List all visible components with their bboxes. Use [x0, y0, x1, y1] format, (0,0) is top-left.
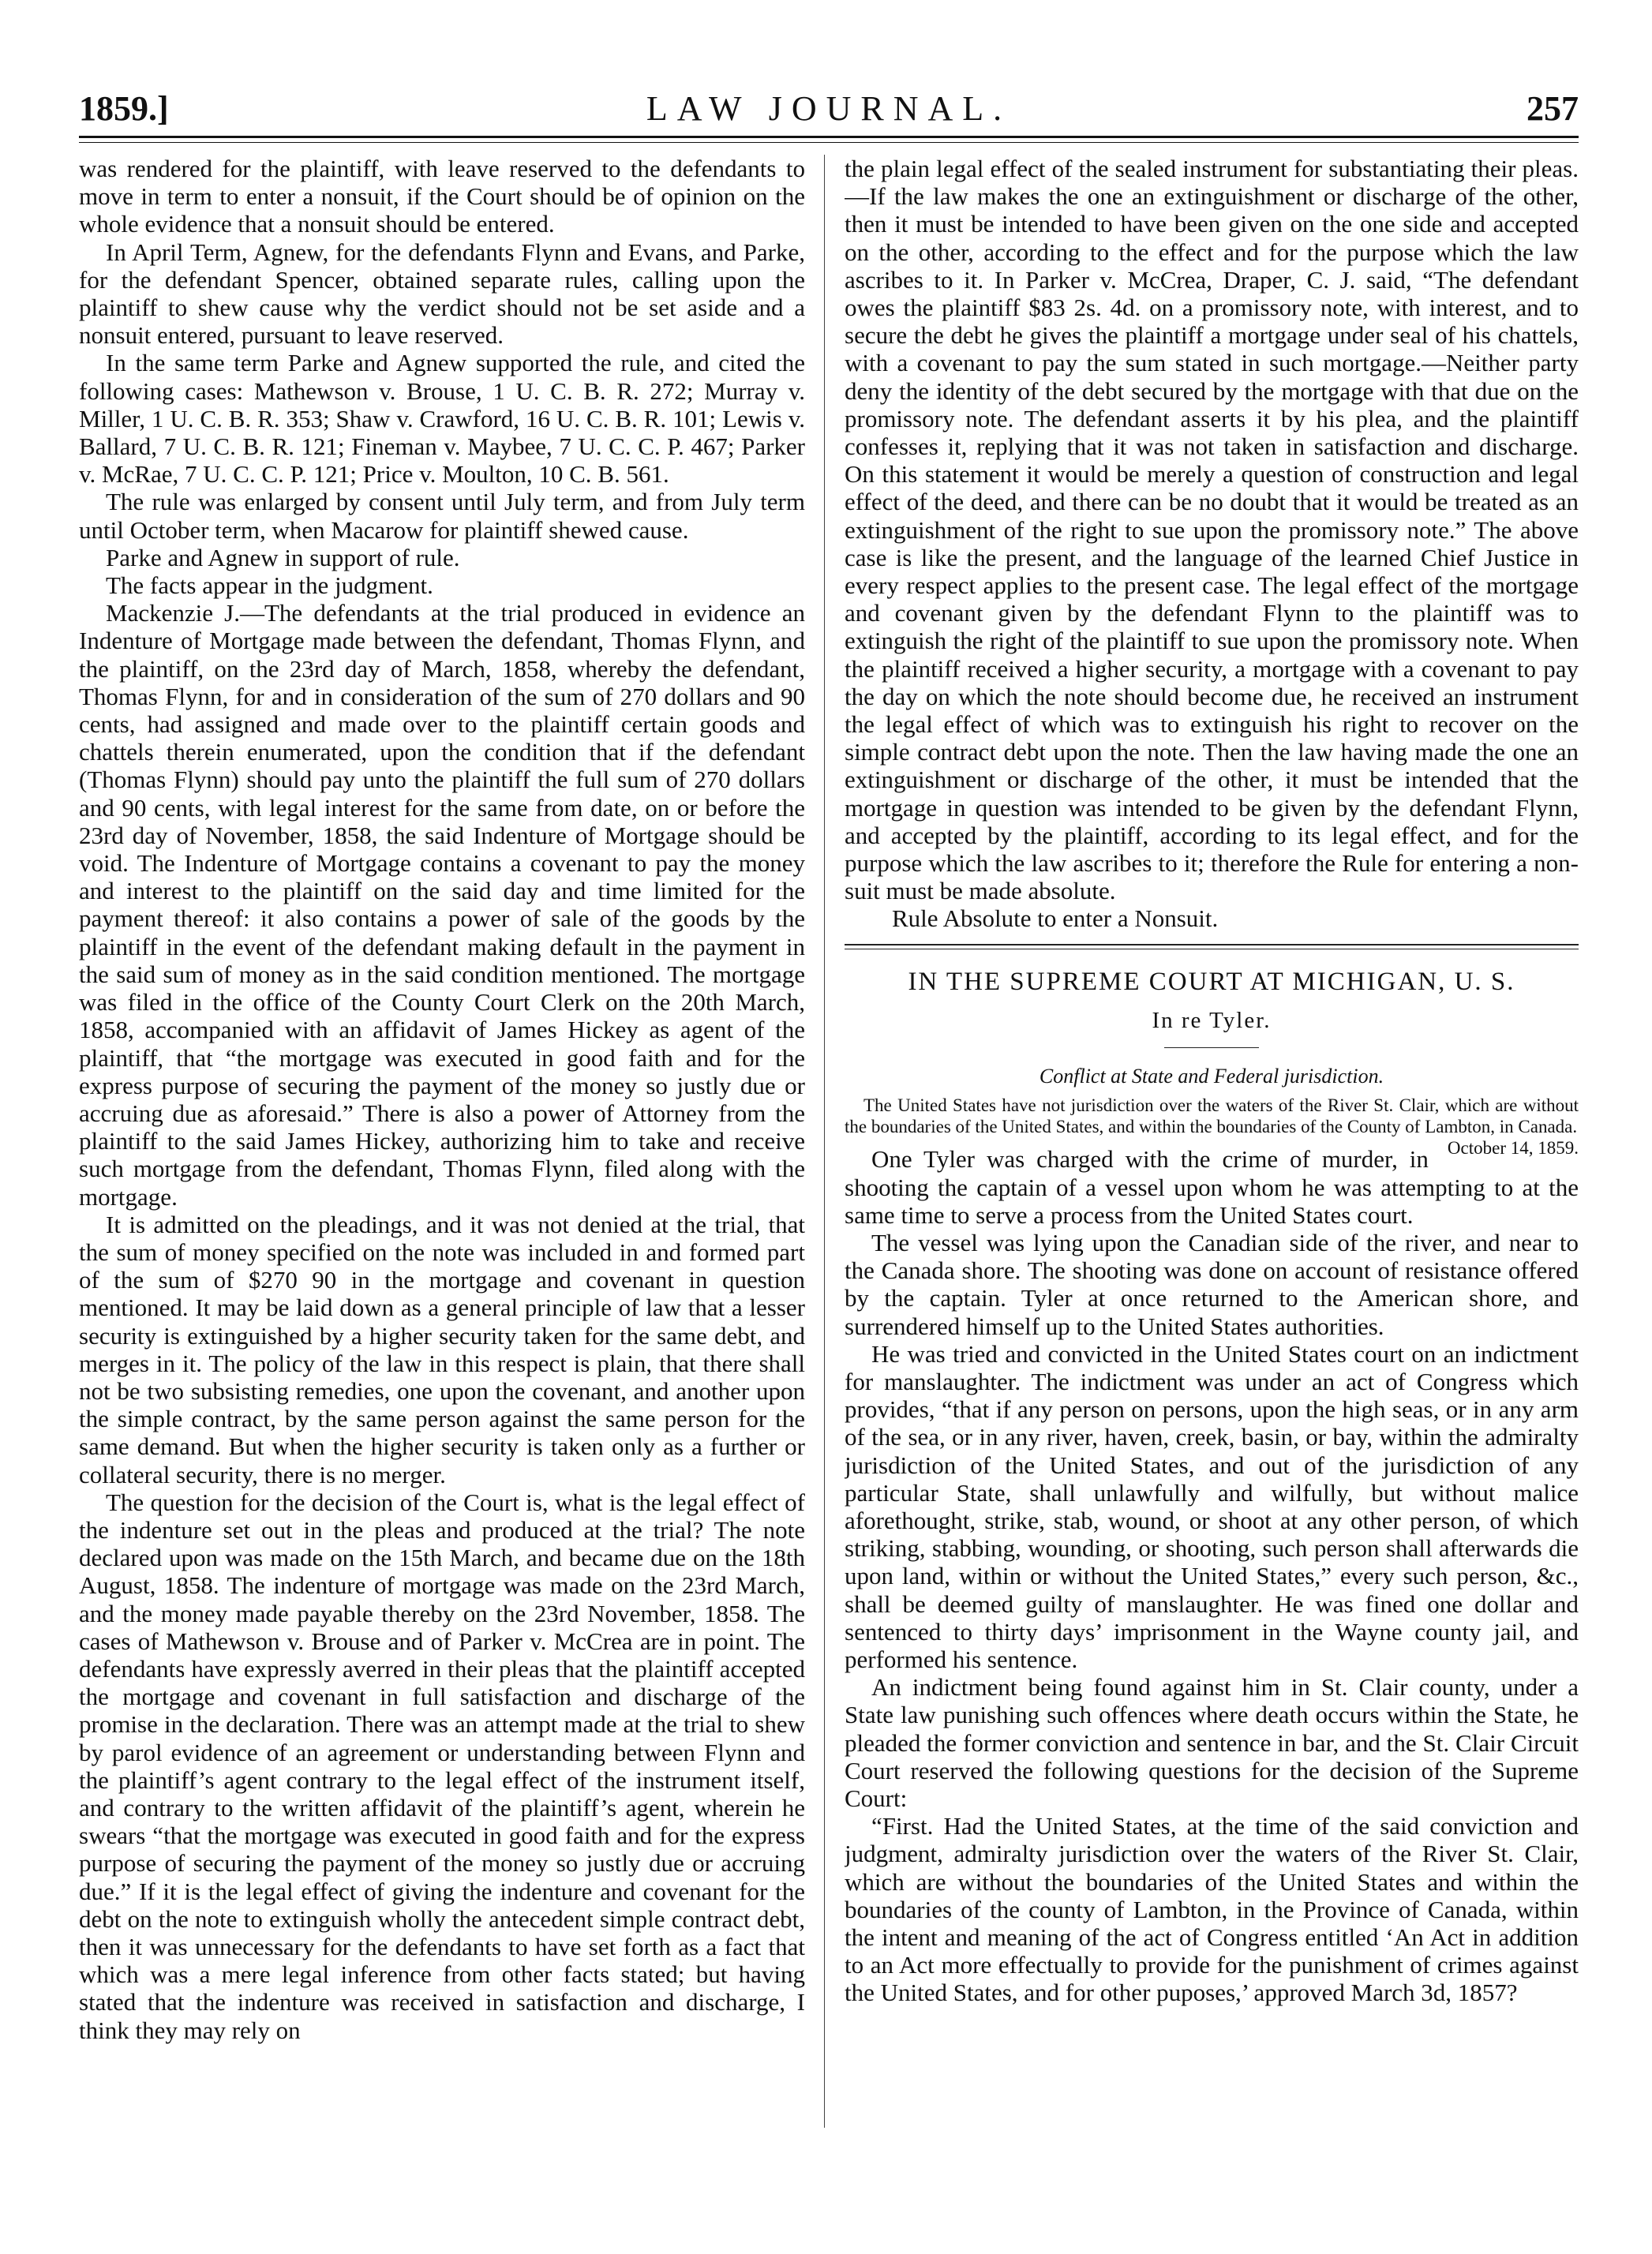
body-paragraph: The rule was enlarged by consent until July term, and from July term until October term, when Macarow for plaintiff shewed cause. [79, 488, 805, 544]
case-paragraph: One Tyler was charged with the crime of murder, in shooting the captain of a vessel upon whom he was attempting to at the same time to serve a process from the United States court. [845, 1145, 1579, 1229]
body-paragraph: was rendered for the plaintiff, with leave reserved to the defendants to move in term to enter a nonsuit, if the Court should be of opinion on the whole evidence that a nonsuit should be entered. [79, 155, 805, 238]
left-column [79, 155, 805, 2128]
headnote-text: The United States have not jurisdiction over the waters of the River St. Clair, which are without the boundaries of the United States, and within the boundaries of the County of Lambton, in Canada. [845, 1095, 1579, 1137]
headnote-date: October 14, 1859. [1447, 1138, 1579, 1159]
header-rule-thin [79, 142, 1579, 143]
body-paragraph: Parke and Agnew in support of rule. [106, 543, 460, 571]
headnote-title: Conflict at State and Federal jurisdiction. [1039, 1065, 1384, 1088]
short-rule [1164, 1047, 1259, 1048]
judgment-paragraph: the plain legal effect of the sealed instrument for substantiating their pleas.—If the law makes the one an extinguishment or discharge of the other, then it must be intended to have been given on the one side and accepted on the other, according to the effect and for the purpose which the law ascribes to it. In Parker v. McCrea, Draper, C. J. said, “The defendant owes the plaintiff $83 2s. 4d. on a promissory note, with interest, and to secure the debt he gives the plaintiff a mortgage under seal of his chattels, with a covenant to pay the sum stated in such mortgage.—Neither party deny the identity of the debt secured by the mortgage with that due on the promissory note. The defendant asserts it by his plea, and the plaintiff confesses it, replying that it was not taken in satisfaction and discharge. On this statement it would be merely a question of construction and legal effect of the deed, and there can be no doubt that it would be treated as an extinguishment of the right to sue upon the promissory note.” The above case is like the present, and the language of the learned Chief Justice in every respect applies to the present case. The legal effect of the mortgage and covenant given by the defendant Flynn to the plaintiff was to extinguish the right of the plaintiff to sue upon the promissory note. When the plaintiff received a higher security, a mortgage with a covenant to pay the day on which the note should become due, he received an instrument the legal effect of which was to extinguish his right to recover on the simple contract debt upon the note. Then the law having made the one an extinguishment or discharge of the other, it must be intended that the mortgage in question was intended to be given by the defendant Flynn, and accepted by the plaintiff, according to its legal effect, and for the purpose which the law ascribes to it; therefore the Rule for entering a non-suit must be made absolute. [845, 155, 1579, 905]
body-paragraph: The facts appear in the judgment. [106, 571, 433, 600]
case-separator [845, 944, 1579, 945]
judgment-paragraph: It is admitted on the pleadings, and it was not denied at the trial, that the sum of money specified on the note was included in and formed part of the sum of $270 90 in the mortgage and covenant in question mentioned. It may be laid down as a general principle of law that a lesser security is extinguished by a higher security taken for the same debt, and merges in it. The policy of the law in this respect is plain, that there shall not be two subsisting remedies, one upon the covenant, and another upon the simple contract, by the same person against the same person for the same demand. But when the higher security is taken only as a further or collateral security, there is no merger. [79, 1210, 805, 1488]
judgment-paragraph: The question for the decision of the Court is, what is the legal effect of the indenture set out in the pleas and produced at the trial? The note declared upon was made on the 15th March, and became due on the 18th August, 1858. The indenture of mortgage was made on the 23rd March, and the money made payable thereby on the 23rd November, 1858. The cases of Mathewson v. Brouse and of Parker v. McCrea are in point. The defendants have expressly averred in their pleas that the plaintiff accepted the mortgage and covenant in full satisfaction and discharge of the promise in the declaration. There was an attempt made at the trial to shew by parol evidence of an agreement or understanding between Flynn and the plaintiff’s agent contrary to the legal effect of the instrument itself, and contrary to the written affidavit of the plaintiff’s agent, wherein he swears “that the mortgage was executed in good faith and for the express purpose of securing the payment of the money so justly due or accruing due.” If it is the legal effect of giving the indenture and covenant for the debt on the note to extinguish wholly the antecedent simple contract debt, then it was unnecessary for the defendants to have set forth as a fact that which was a mere legal inference from other facts stated; but having stated that the indenture was received in satisfaction and discharge, I think they may rely on [79, 1488, 805, 2044]
header-year: 1859.] [79, 89, 169, 128]
body-paragraph: In April Term, Agnew, for the defendants Flynn and Evans, and Parke, for the defendant Spencer, obtained separate rules, calling upon the plaintiff to shew cause why the verdict should not be set aside and a nonsuit entered, pursuant to leave reserved. [79, 238, 805, 350]
case-name: In re Tyler. [1152, 1007, 1272, 1033]
headnote [845, 1095, 1579, 1159]
journal-title: LAW JOURNAL. [646, 89, 1012, 128]
case-paragraph: An indictment being found against him in St. Clair county, under a State law punishing such offences where death occurs within the State, he pleaded the former conviction and sentence in bar, and the St. Clair Circuit Court reserved the following questions for the decision of the Supreme Court: [845, 1673, 1579, 1812]
page-number: 257 [1527, 89, 1579, 128]
running-head [79, 88, 1579, 136]
judgment-paragraph: Mackenzie J.—The defendants at the trial produced in evidence an Indenture of Mortgage made between the defendant, Thomas Flynn, and the plaintiff, on the 23rd day of March, 1858, whereby the defendant, Thomas Flynn, for and in consideration of the sum of 270 dollars and 90 cents, had assigned and made over to the plaintiff certain goods and chattels therein enumerated, upon the condition that if the defendant (Thomas Flynn) should pay unto the plaintiff the full sum of 270 dollars and 90 cents, with legal interest for the same from date, on or before the 23rd day of November, 1858, the said Indenture of Mortgage should be void. The Indenture of Mortgage contains a covenant to pay the money and interest to the plaintiff on the said day and time limited for the payment thereof: it also contains a power of sale of the goods by the plaintiff in the event of the defendant making default in the payment in the said sum of money as in the said condition mentioned. The mortgage was filed in the office of the County Court Clerk on the 20th March, 1858, accompanied with an affidavit of James Hickey as agent of the plaintiff, that “the mortgage was executed in good faith and for the express purpose of securing the payment of the money so justly due or accruing due as aforesaid.” There is also a power of Attorney from the plaintiff to the said James Hickey, authorizing him to take and receive such mortgage from the defendant, Thomas Flynn, filed along with the mortgage. [79, 599, 805, 1211]
right-column [845, 155, 1579, 2128]
column-divider [824, 155, 825, 2128]
court-heading: IN THE SUPREME COURT AT MICHIGAN, U. S. [908, 967, 1515, 996]
body-paragraph: In the same term Parke and Agnew supported the rule, and cited the following cases: Mathewson v. Brouse, 1 U. C. B. R. 272; Murray v. Miller, 1 U. C. B. R. 353; Shaw v. Crawford, 16 U. C. B. R. 101; Lewis v. Ballard, 7 U. C. B. R. 121; Fineman v. Maybee, 7 U. C. C. P. 467; Parker v. McRae, 7 U. C. C. P. 121; Price v. Moulton, 10 C. B. 561. [79, 349, 805, 489]
case-paragraph: The vessel was lying upon the Canadian side of the river, and near to the Canada shore. The shooting was done on account of resistance offered by the captain. Tyler at once returned to the American shore, and surrendered himself up to the United States authorities. [845, 1228, 1579, 1340]
case-paragraph: He was tried and convicted in the United States court on an indictment for manslaughter. The indictment was under an act of Congress which provides, “that if any person on persons, upon the high seas, or in any arm of the sea, or in any river, haven, creek, basin, or bay, within the admiralty jurisdiction of the United States, and out of the jurisdiction of any particular State, shall unlawfully and wilfully, but without malice aforethought, strike, stab, wound, or shoot at any other person, of which striking, stabbing, wounding, or shooting, such person shall afterwards die upon land, within or without the United States,” every such person, &c., shall be deemed guilty of manslaughter. He was fined one dollar and sentenced to thirty days’ imprisonment in the Wayne county jail, and performed his sentence. [845, 1339, 1579, 1673]
header-rule [79, 136, 1579, 138]
case-paragraph: “First. Had the United States, at the time of the said conviction and judgment, admiralty jurisdiction over the waters of the River St. Clair, which are without the boundaries of the United States and within the boundaries of the county of Lambton, in the Province of Canada, within the intent and meaning of the act of Congress entitled ‘An Act in addition to an Act more effectually to provide for the punishment of crimes against the United States, and for other puposes,’ approved March 3d, 1857? [845, 1812, 1579, 2007]
ruling: Rule Absolute to enter a Nonsuit. [892, 904, 1219, 933]
